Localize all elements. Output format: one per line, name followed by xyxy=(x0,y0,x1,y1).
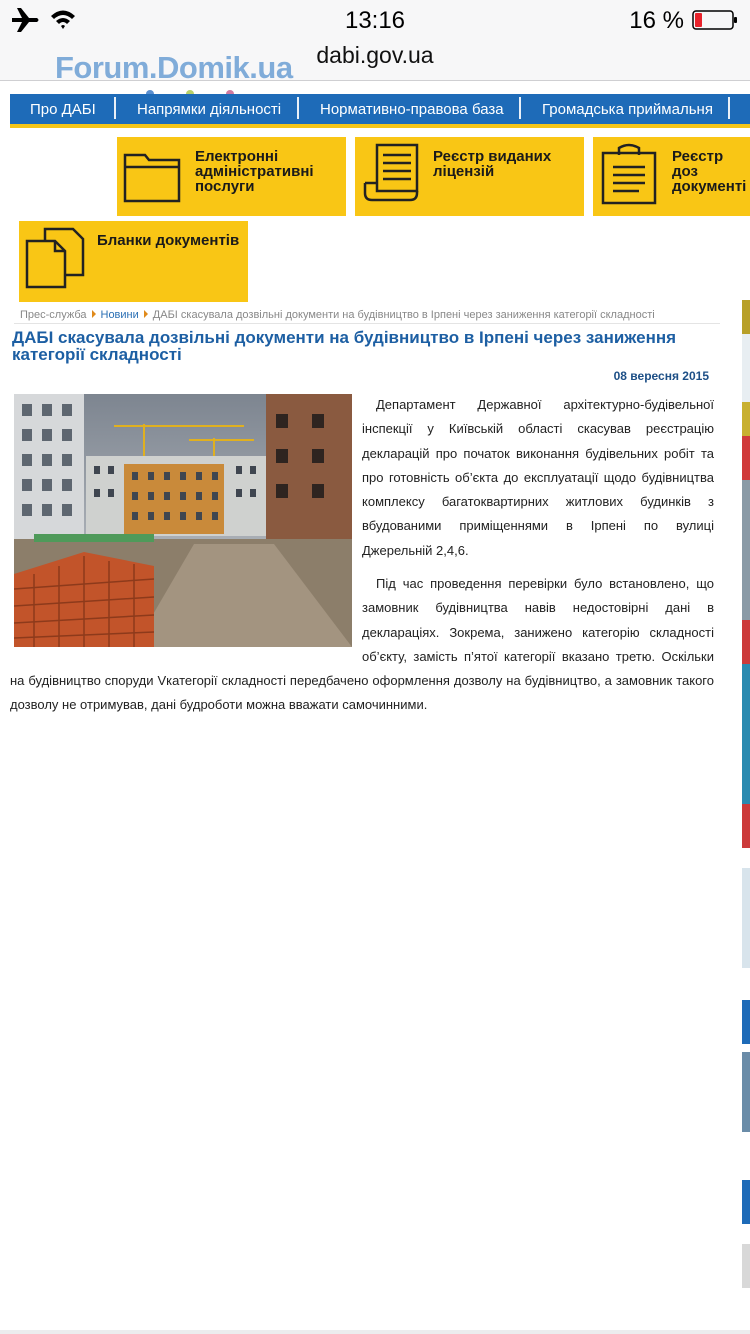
article-paragraph-2-wrapper xyxy=(10,572,714,718)
status-time: 13:16 xyxy=(344,7,406,34)
bottom-edge xyxy=(0,1330,750,1334)
main-nav xyxy=(10,94,750,128)
tile-document-forms[interactable] xyxy=(19,221,248,302)
breadcrumb-arrow-icon xyxy=(92,310,96,318)
tile-licenses-registry[interactable] xyxy=(355,137,584,216)
tile-label: Реєстр доз документі xyxy=(672,148,747,195)
status-bar xyxy=(0,0,750,40)
nav-item-directions[interactable]: Напрямки діяльності xyxy=(137,101,282,118)
tile-label: Бланки документів xyxy=(97,232,240,249)
article-title: ДАБІ скасувала дозвільні документи на будівництво в Ірпені через заниження категорії складності xyxy=(12,328,677,364)
nav-item-public-reception[interactable]: Громадська приймальня xyxy=(542,101,713,118)
document-scroll-icon xyxy=(361,143,421,203)
battery-icon xyxy=(692,10,738,30)
article-date: 08 вересня 2015 xyxy=(613,369,709,383)
breadcrumb-item-current: ДАБІ скасувала дозвільні документи на будівництво в Ірпені через заниження категорії складності xyxy=(152,309,655,321)
breadcrumb-item-press[interactable]: Прес-служба xyxy=(20,309,87,321)
article-paragraph-1: Департамент Державної архітектурно-будівельної інспекції у Київській області скасував реєстрацію декларацій про початок виконання будівельних робіт та про готовність об’єкта до експлуатації щодо будівництва комплексу багатоквартирних житлових будинків з вбудованими приміщеннями в Ірпені по вулиці Джерельній 2,4,6. xyxy=(362,397,714,558)
clipboard-icon xyxy=(599,143,659,205)
folder-icon xyxy=(123,145,181,203)
photo-spacer xyxy=(10,572,362,668)
tile-label: Реєстр виданих ліцензій xyxy=(433,148,552,180)
url-text[interactable]: dabi.gov.ua xyxy=(316,42,434,68)
nav-separator xyxy=(114,97,116,119)
tile-electronic-services[interactable] xyxy=(117,137,346,216)
nav-separator xyxy=(728,97,730,119)
article-paragraph-2: Під час проведення перевірки було встановлено, що замовник будівництва навів недостовірні дані в деклараціях. Зокрема, занижено категорію складності об’єкту, замість п’ятої категорії вказано третю. Оскільки на будівництво споруди Vкатегорії складності передбачено оформлення дозволу на будівництво, а замовник такого дозволу не отримував, дані будроботи можна вважати самочинними. xyxy=(10,576,714,713)
watermark: Forum.Domik.ua xyxy=(55,50,293,85)
battery-percent: 16 % xyxy=(629,7,684,34)
breadcrumb-arrow-icon xyxy=(144,310,148,318)
sidebar-edge-strip xyxy=(742,300,750,1334)
documents-stack-icon xyxy=(25,227,85,289)
nav-separator xyxy=(297,97,299,119)
nav-item-legal-base[interactable]: Нормативно-правова база xyxy=(320,101,504,118)
tile-permits-registry[interactable] xyxy=(593,137,750,216)
tile-label: Електронні адміністративні послуги xyxy=(195,148,314,195)
nav-separator xyxy=(519,97,521,119)
breadcrumb xyxy=(20,309,655,321)
divider xyxy=(14,323,720,324)
nav-item-about[interactable]: Про ДАБІ xyxy=(30,101,96,118)
breadcrumb-item-news[interactable]: Новини xyxy=(100,309,139,321)
